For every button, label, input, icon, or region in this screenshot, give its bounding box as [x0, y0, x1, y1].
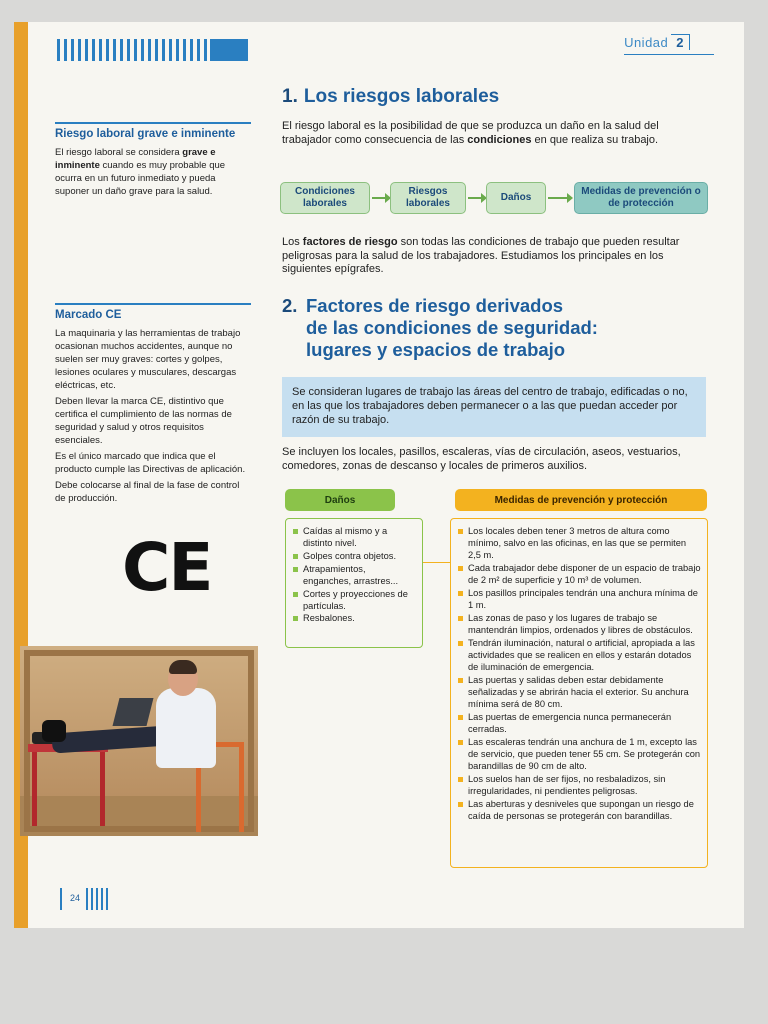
list-item: Atrapamientos, enganches, arrastres... — [292, 563, 416, 587]
list-item: Los locales deben tener 3 metros de altura como mínimo, salvo en las oficinas, en las que se permiten 2,5 m. — [457, 525, 701, 562]
footer-stripes — [86, 888, 108, 910]
list-item: Las escaleras tendrán una anchura de 1 m, excepto las de servicio, que pueden tener 55 cm. Se protegerán con barandillas de 90 cm de alto. — [457, 736, 701, 773]
damages-list-box — [285, 518, 423, 648]
page-number: 24 — [70, 893, 81, 903]
sidebar-box-ce — [55, 303, 251, 508]
measures-list-box — [450, 518, 708, 868]
list-item: Golpes contra objetos. — [292, 550, 416, 562]
flow-arrow — [468, 197, 482, 199]
sidebar-box-grave — [55, 122, 251, 201]
list-item: Los suelos han de ser fijos, no resbaladizos, sin irregularidades, ni pendientes peligrosas. — [457, 773, 701, 797]
includes-text: Se incluyen los locales, pasillos, escaleras, vías de circulación, aseos, vestuarios, comedores, zonas de descanso y locales de primeros auxilios. — [282, 446, 681, 472]
shoes — [42, 720, 66, 742]
footer-bar — [60, 888, 62, 910]
textbook-page — [14, 22, 744, 928]
list-item: Cada trabajador debe disponer de un espacio de trabajo de 2 m² de superficie y 10 m³ de volumen. — [457, 562, 701, 586]
list-item: Resbalones. — [292, 612, 416, 624]
flow-step-damages: Daños — [486, 182, 546, 214]
list-item: Las puertas de emergencia nunca permanecerán cerradas. — [457, 711, 701, 735]
section2-heading: 2. Factores de riesgo derivados de las condiciones de seguridad: lugares y espacios de trabajo — [282, 295, 598, 360]
risk-flow-diagram — [278, 176, 710, 222]
ce-mark-logo: CE — [122, 529, 212, 606]
list-item: Las puertas y salidas deben estar debidamente señalizadas y se abrirán hacia el exterior. Su anchura mínima será de 80 cm. — [457, 674, 701, 711]
header-stripes — [57, 39, 207, 61]
header-stripes-block — [210, 39, 248, 61]
section1-intro: El riesgo laboral es la posibilidad de que se produzca un daño en la salud del trabajador como consecuencia de las condiciones en que realiza su trabajo. — [282, 120, 659, 146]
measures-header: Medidas de prevención y protección — [455, 489, 707, 511]
flow-arrow — [372, 197, 386, 199]
list-item: Caídas al mismo y a distinto nivel. — [292, 525, 416, 549]
laptop — [113, 698, 154, 726]
unit-number: 2 — [671, 34, 690, 50]
list-item: Las aberturas y desniveles que supongan un riesgo de caída de personas se protegerán con barandillas. — [457, 798, 701, 822]
workplace-definition-callout: Se consideran lugares de trabajo las áreas del centro de trabajo, edificadas o no, en las que los trabajadores deben permanecer o a las que puedan acceder por razón de su trabajo. — [282, 377, 706, 437]
section1-heading: 1. Los riesgos laborales — [282, 86, 500, 107]
sidebar-paragraph: Es el único marcado que indica que el producto cumple las Directivas de aplicación. — [55, 451, 246, 475]
sidebar-paragraph: Deben llevar la marca CE, distintivo que certifica el cumplimiento de las normas de seguridad y salud y otros requisitos esenciales. — [55, 396, 232, 446]
sidebar-paragraph: La maquinaria y las herramientas de trabajo ocasionan muchos accidentes, aunque no suelen ser muy graves: cortes y golpes, lesiones oculares y musculares, descargas eléctricas, etc. — [55, 328, 241, 391]
list-item: Los pasillos principales tendrán una anchura mínima de 1 m. — [457, 587, 701, 611]
sidebar-title: Marcado CE — [55, 309, 122, 321]
office-worker-photo — [20, 646, 258, 836]
table-connector — [423, 562, 450, 563]
sidebar-rule — [55, 303, 251, 305]
worker-body — [156, 688, 216, 768]
sidebar-paragraph: Debe colocarse al final de la fase de control de producción. — [55, 480, 240, 504]
flow-step-conditions: Condiciones laborales — [280, 182, 370, 214]
risk-factors-text: Los factores de riesgo son todas las condiciones de trabajo que pueden resultar peligrosas para la salud de los trabajadores. Estudiamos los principales en los siguientes epígrafes. — [282, 236, 680, 275]
list-item: Cortes y proyecciones de partículas. — [292, 588, 416, 612]
sidebar-text: El riesgo laboral se considera grave e inminente cuando es muy probable que ocurra en un futuro inmediato y pueda suponer un daño grave para la salud. — [55, 147, 226, 197]
flow-step-prevention: Medidas de prevención o de protección — [574, 182, 708, 214]
unit-label: Unidad 2 — [624, 34, 690, 50]
unit-rule — [624, 54, 714, 55]
damages-header: Daños — [285, 489, 395, 511]
sidebar-rule — [55, 122, 251, 124]
flow-step-risks: Riesgos laborales — [390, 182, 466, 214]
list-item: Las zonas de paso y los lugares de trabajo se mantendrán limpios, ordenados y libres de obstáculos. — [457, 612, 701, 636]
sidebar-title: Riesgo laboral grave e inminente — [55, 128, 236, 140]
flow-arrow — [548, 197, 568, 199]
list-item: Tendrán iluminación, natural o artificial, apropiada a las actividades que se realicen en ellos y estarán dotados de iluminación de emergencia. — [457, 637, 701, 674]
